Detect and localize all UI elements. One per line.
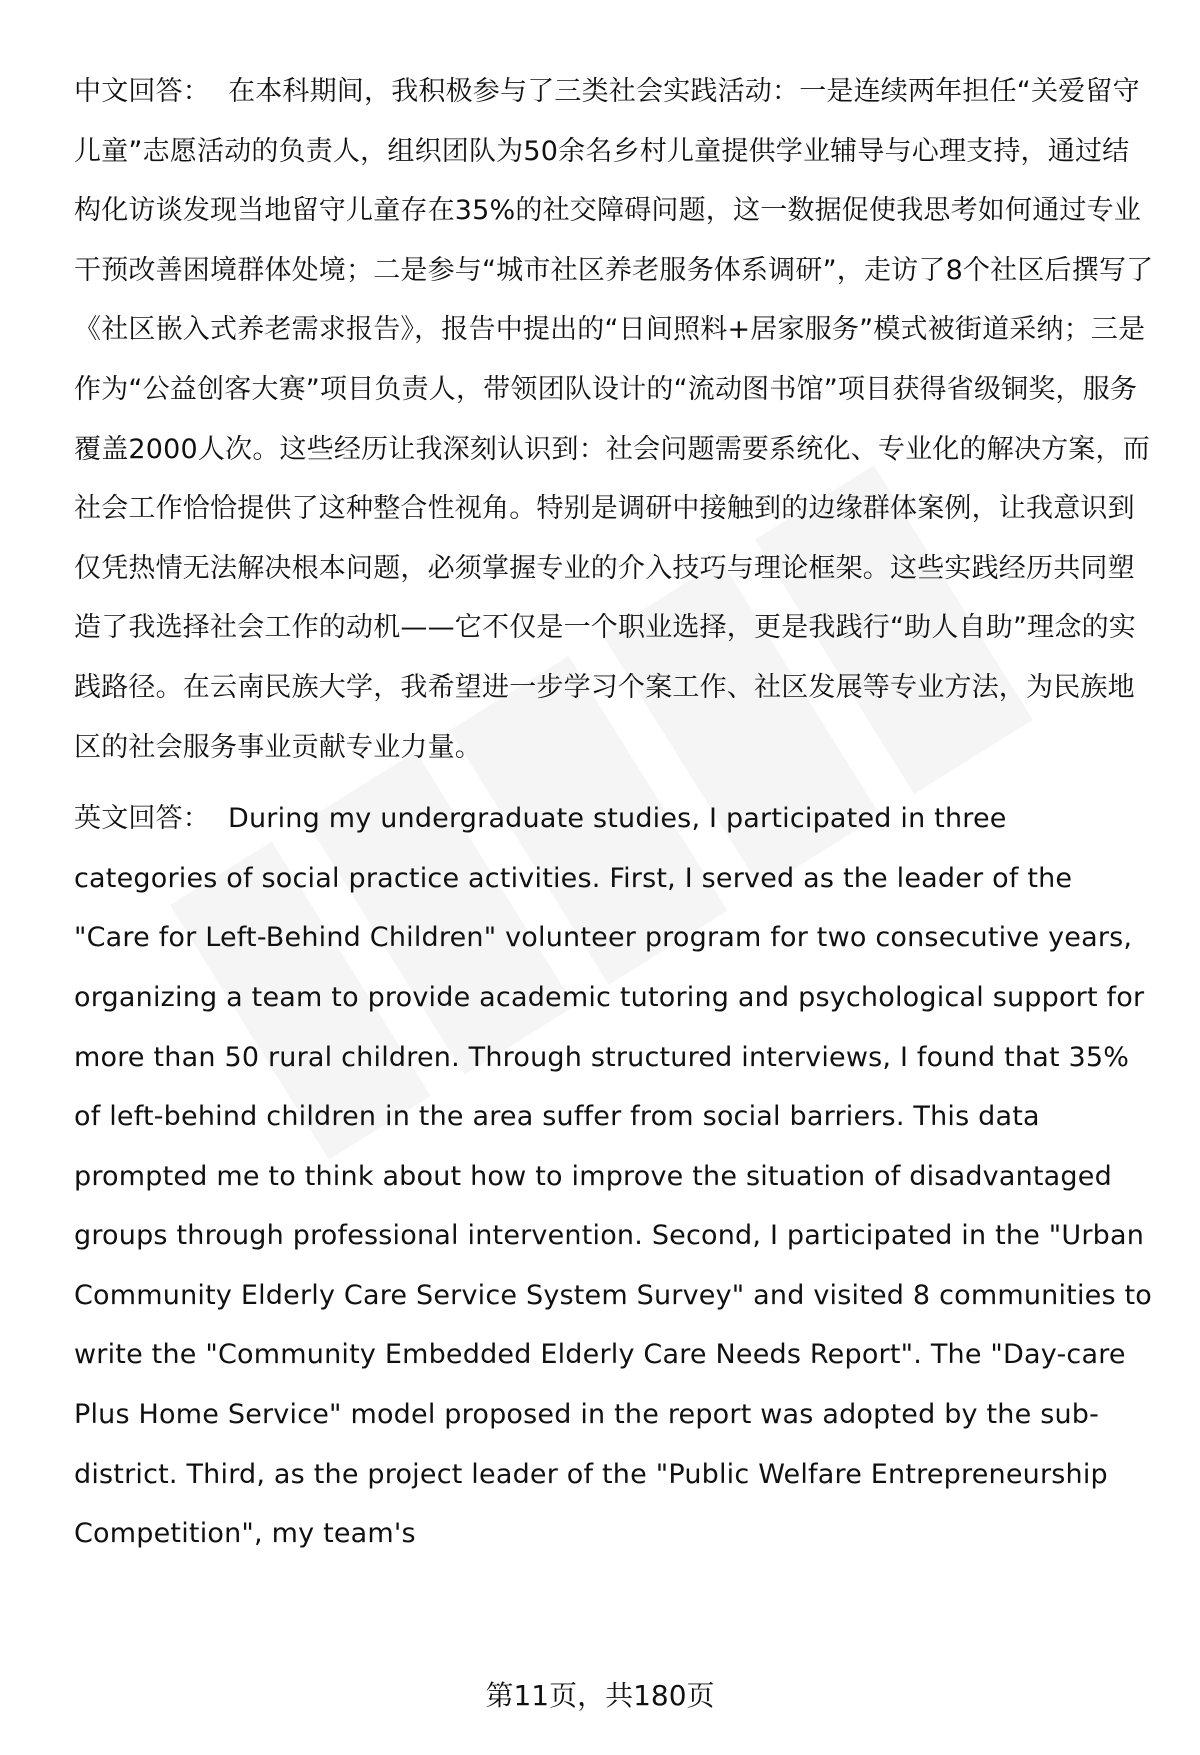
english-answer-text: During my undergraduate studies, I participated in three categories of social practice activities. First, I served as the leader of the "Care for Left-Behind Children" volunteer program for two consecutive years, organizing a team to provide academic tutoring and psychological support for more than 50 rural children. Through structured interviews, I found that 35% of left-behind children in the area suffer from social barriers. This data prompted me to think about how to improve the situation of disadvantaged groups through professional intervention. Second, I participated in the "Urban Community Elderly Care Service System Survey" and visited 8 communities to write the "Community Embedded Elderly Care Needs Report". The "Day-care Plus Home Service" model proposed in the report was adopted by the sub-district. Third, as the project leader of the "Public Welfare Entrepreneurship Competition", my team's xyxy=(74,803,1153,1550)
page-indicator: 第11页，共180页 xyxy=(485,1679,715,1712)
english-answer-paragraph xyxy=(74,789,1154,1564)
main-content xyxy=(74,62,1154,1564)
page-footer xyxy=(0,1678,1200,1714)
chinese-answer-paragraph xyxy=(74,62,1154,777)
chinese-answer-text: 在本科期间，我积极参与了三类社会实践活动：一是连续两年担任“关爱留守儿童”志愿活动的负责人，组织团队为50余名乡村儿童提供学业辅导与心理支持，通过结构化访谈发现当地留守儿童存在35%的社交障碍问题，这一数据促使我思考如何通过专业干预改善困境群体处境；二是参与“城市社区养老服务体系调研”，走访了8个社区后撰写了《社区嵌入式养老需求报告》，报告中提出的“日间照料+居家服务”模式被街道采纳；三是作为“公益创客大赛”项目负责人，带领团队设计的“流动图书馆”项目获得省级铜奖，服务覆盖2000人次。这些经历让我深刻认识到：社会问题需要系统化、专业化的解决方案，而社会工作恰恰提供了这种整合性视角。特别是调研中接触到的边缘群体案例，让我意识到仅凭热情无法解决根本问题，必须掌握专业的介入技巧与理论框架。这些实践经历共同塑造了我选择社会工作的动机——它不仅是一个职业选择，更是我践行“助人自助”理念的实践路径。在云南民族大学，我希望进一步学习个案工作、社区发展等专业方法，为民族地区的社会服务事业贡献专业力量。 xyxy=(74,76,1154,763)
chinese-answer-label: 中文回答： xyxy=(74,76,210,107)
english-answer-label: 英文回答： xyxy=(74,803,210,835)
